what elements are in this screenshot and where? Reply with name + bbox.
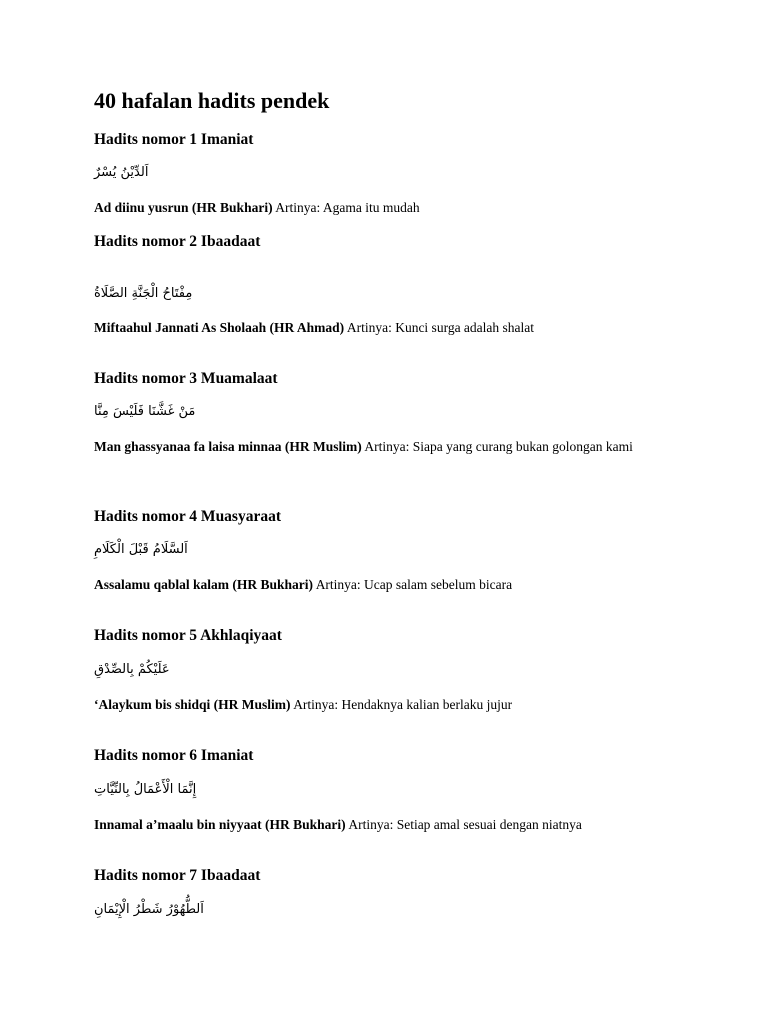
hadith-3-heading: Hadits nomor 3 Muamalaat xyxy=(94,370,278,387)
hadith-1-text xyxy=(94,198,675,217)
hadith-4-meaning: Artinya: Ucap salam sebelum bicara xyxy=(315,577,513,592)
hadith-5-arabic: عَلَيْكُمْ بِالصِّدْقِ xyxy=(94,662,170,677)
hadith-7-heading: Hadits nomor 7 Ibaadaat xyxy=(94,867,261,884)
hadith-5-text xyxy=(94,695,675,714)
hadith-6-heading: Hadits nomor 6 Imaniat xyxy=(94,747,254,764)
document-page xyxy=(94,0,675,1024)
hadith-3-arabic: مَنْ غَشَّنَا فَلَيْسَ مِنَّا xyxy=(94,404,196,419)
hadith-5-heading: Hadits nomor 5 Akhlaqiyaat xyxy=(94,627,282,644)
hadith-6-arabic: إِنَّمَا الْأَعْمَالُ بِالنِّيَّاتِ xyxy=(94,782,197,797)
hadith-2-heading: Hadits nomor 2 Ibaadaat xyxy=(94,233,261,250)
hadith-5-latin: ‘Alaykum bis shidqi (HR Muslim) xyxy=(94,697,291,712)
hadith-1-meaning: Artinya: Agama itu mudah xyxy=(275,200,420,215)
hadith-2-arabic: مِفْتَاحُ الْجَنَّةِ الصَّلَاةُ xyxy=(94,286,193,301)
hadith-4-latin: Assalamu qablal kalam (HR Bukhari) xyxy=(94,577,314,592)
hadith-3-text xyxy=(94,437,675,456)
hadith-4-arabic: اَلسَّلَامُ قَبْلَ الْكَلَامِ xyxy=(94,542,188,557)
document-title: 40 hafalan hadits pendek xyxy=(94,88,330,113)
hadith-3-latin: Man ghassyanaa fa laisa minnaa (HR Muslim) xyxy=(94,439,362,454)
hadith-1-latin: Ad diinu yusrun (HR Bukhari) xyxy=(94,200,273,215)
hadith-3-meaning: Artinya: Siapa yang curang bukan golongan kami xyxy=(364,439,633,454)
hadith-1-arabic: اَلدِّيْنُ يُسْرٌ xyxy=(94,165,149,180)
hadith-5-meaning: Artinya: Hendaknya kalian berlaku jujur xyxy=(293,697,513,712)
hadith-4-text xyxy=(94,575,675,594)
hadith-2-latin: Miftaahul Jannati As Sholaah (HR Ahmad) xyxy=(94,320,345,335)
hadith-6-latin: Innamal a’maalu bin niyyaat (HR Bukhari) xyxy=(94,817,346,832)
hadith-1-heading: Hadits nomor 1 Imaniat xyxy=(94,131,254,148)
hadith-6-meaning: Artinya: Setiap amal sesuai dengan niatnya xyxy=(348,817,582,832)
hadith-7-arabic: اَلطُّهُوْرُ شَطْرُ الْإِيْمَانِ xyxy=(94,902,204,917)
hadith-2-text xyxy=(94,318,675,337)
hadith-2-meaning: Artinya: Kunci surga adalah shalat xyxy=(346,320,535,335)
hadith-4-heading: Hadits nomor 4 Muasyaraat xyxy=(94,508,282,525)
hadith-6-text xyxy=(94,815,675,834)
